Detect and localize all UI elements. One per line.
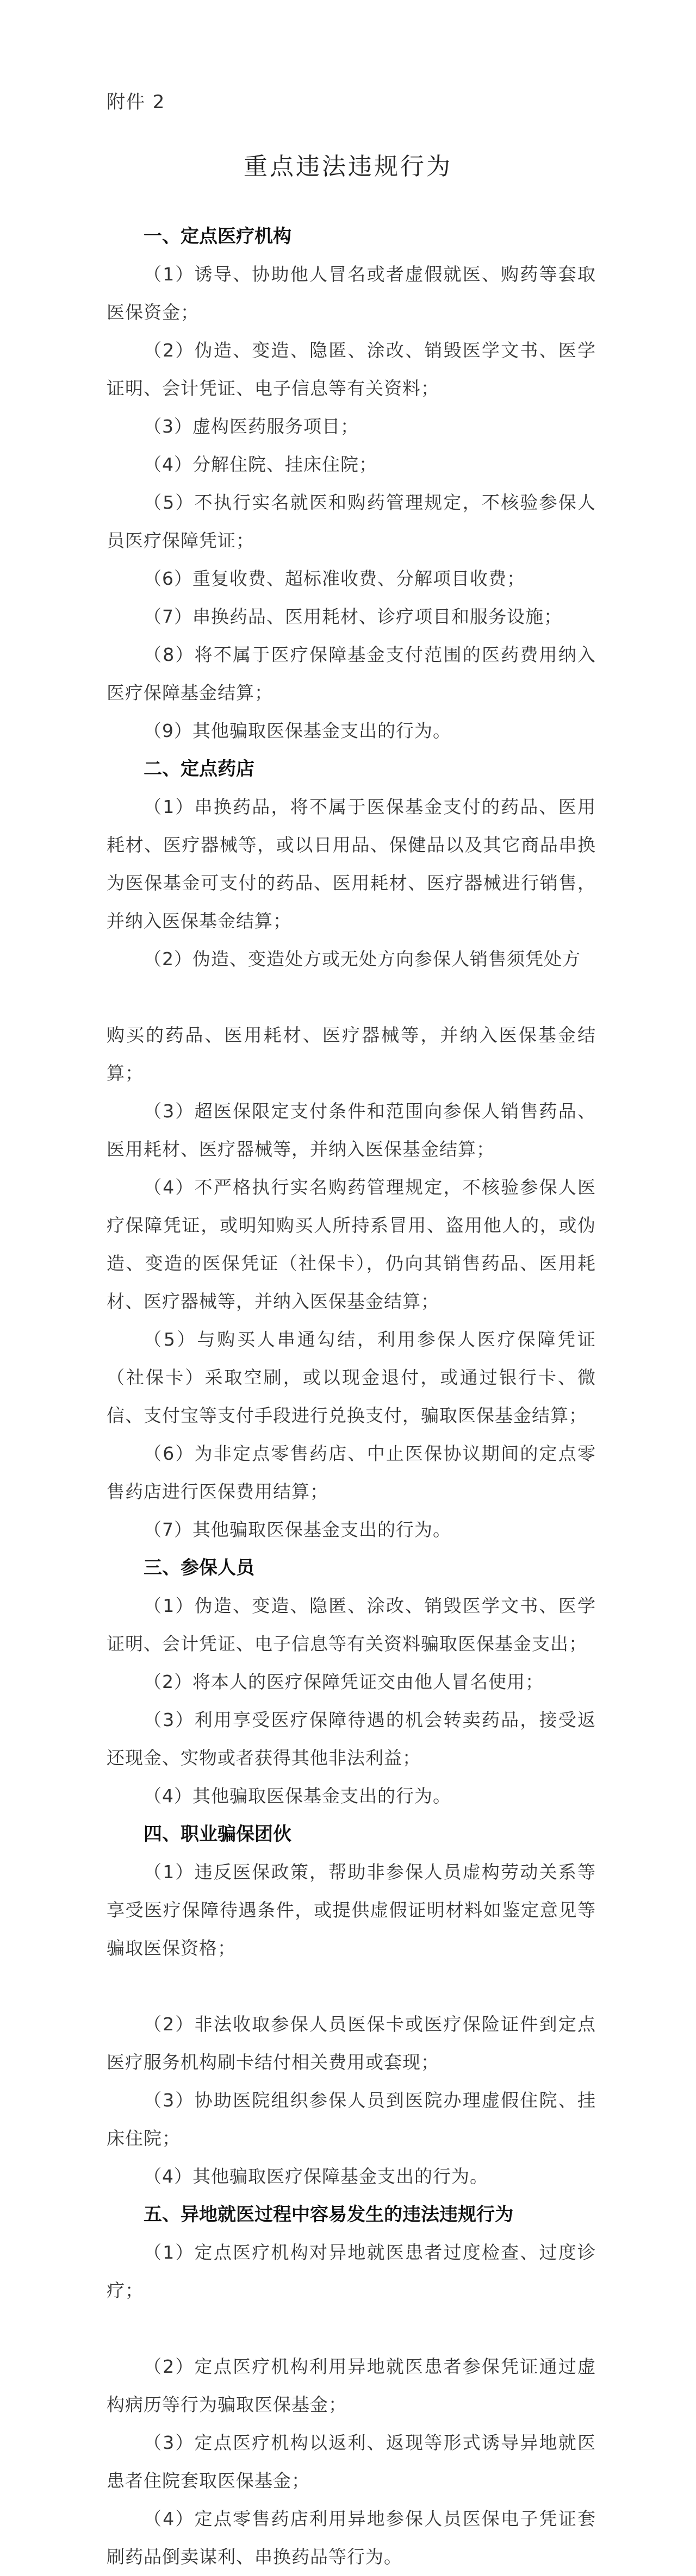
list-item: （3）超医保限定支付条件和范围向参保人销售药品、医用耗材、医疗器械等，并纳入医保基金结算；: [107, 1101, 596, 1160]
list-item: （1）串换药品，将不属于医保基金支付的药品、医用耗材、医疗器械等，或以日用品、保健品以及其它商品串换为医保基金可支付的药品、医用耗材、医疗器械进行销售，并纳入医保基金结算；: [107, 796, 596, 931]
list-item: （3）利用享受医疗保障待遇的机会转卖药品，接受返还现金、实物或者获得其他非法利益；: [107, 1709, 596, 1768]
list-item: （7）串换药品、医用耗材、诊疗项目和服务设施；: [144, 606, 562, 627]
list-item: （9）其他骗取医保基金支出的行为。: [144, 720, 451, 741]
list-item: （7）其他骗取医保基金支出的行为。: [144, 1519, 451, 1540]
list-item: （6）为非定点零售药店、中止医保协议期间的定点零售药店进行医保费用结算；: [107, 1443, 596, 1502]
section-heading: 五、异地就医过程中容易发生的违法违规行为: [144, 2204, 513, 2225]
attachment-label: 附件 2: [107, 91, 166, 113]
document-body: [107, 217, 596, 2576]
list-item: （3）定点医疗机构以返利、返现等形式诱导异地就医患者住院套取医保基金；: [107, 2432, 596, 2491]
list-item: （4）其他骗取医疗保障基金支出的行为。: [144, 2166, 488, 2187]
list-item: （1）定点医疗机构对异地就医患者过度检查、过度诊疗；: [107, 2242, 596, 2301]
blank-line: [107, 978, 596, 1016]
list-item: （4）定点零售药店利用异地参保人员医保电子凭证套刷药品倒卖谋利、串换药品等行为。: [107, 2508, 596, 2567]
list-item: （1）违反医保政策，帮助非参保人员虚构劳动关系等享受医疗保障待遇条件，或提供虚假证明材料如鉴定意见等骗取医保资格；: [107, 1861, 596, 1959]
section-heading: 二、定点药店: [144, 758, 254, 780]
list-item: （2）伪造、变造处方或无处方向参保人销售须凭处方: [144, 948, 581, 970]
page-title: 重点违法违规行为: [244, 153, 452, 180]
blank-line: [107, 1967, 596, 2005]
list-item: 购买的药品、医用耗材、医疗器械等，并纳入医保基金结算；: [107, 1024, 596, 1084]
list-item: （5）与购买人串通勾结，利用参保人医疗保障凭证（社保卡）采取空刷，或以现金退付，或通过银行卡、微信、支付宝等支付手段进行兑换支付，骗取医保基金结算；: [107, 1329, 596, 1426]
list-item: （8）将不属于医疗保障基金支付范围的医药费用纳入医疗保障基金结算；: [107, 644, 596, 703]
list-item: （4）分解住院、挂床住院；: [144, 454, 377, 475]
list-item: （1）诱导、协助他人冒名或者虚假就医、购药等套取医保资金；: [107, 264, 596, 323]
list-item: （2）非法收取参保人员医保卡或医疗保险证件到定点医疗服务机构刷卡结付相关费用或套现；: [107, 2014, 596, 2073]
blank-line: [107, 2310, 596, 2348]
list-item: （2）将本人的医疗保障凭证交由他人冒名使用；: [144, 1671, 544, 1692]
list-item: （1）伪造、变造、隐匿、涂改、销毁医学文书、医学证明、会计凭证、电子信息等有关资料骗取医保基金支出；: [107, 1595, 596, 1654]
list-item: （3）协助医院组织参保人员到医院办理虚假住院、挂床住院；: [107, 2090, 596, 2149]
list-item: （5）不执行实名就医和购药管理规定，不核验参保人员医疗保障凭证；: [107, 492, 596, 551]
list-item: （2）伪造、变造、隐匿、涂改、销毁医学文书、医学证明、会计凭证、电子信息等有关资料；: [107, 340, 596, 399]
section-heading: 一、定点医疗机构: [144, 226, 291, 247]
section-heading: 四、职业骗保团伙: [144, 1823, 291, 1845]
list-item: （6）重复收费、超标准收费、分解项目收费；: [144, 568, 525, 589]
list-item: （4）不严格执行实名购药管理规定，不核验参保人医疗保障凭证，或明知购买人所持系冒用、盗用他人的，或伪造、变造的医保凭证（社保卡），仍向其销售药品、医用耗材、医疗器械等，并纳入医保基金结算；: [107, 1177, 596, 1312]
list-item: （4）其他骗取医保基金支出的行为。: [144, 1785, 451, 1806]
section-heading: 三、参保人员: [144, 1557, 254, 1579]
list-item: （3）虚构医药服务项目；: [144, 416, 359, 437]
list-item: （2）定点医疗机构利用异地就医患者参保凭证通过虚构病历等行为骗取医保基金；: [107, 2356, 596, 2415]
